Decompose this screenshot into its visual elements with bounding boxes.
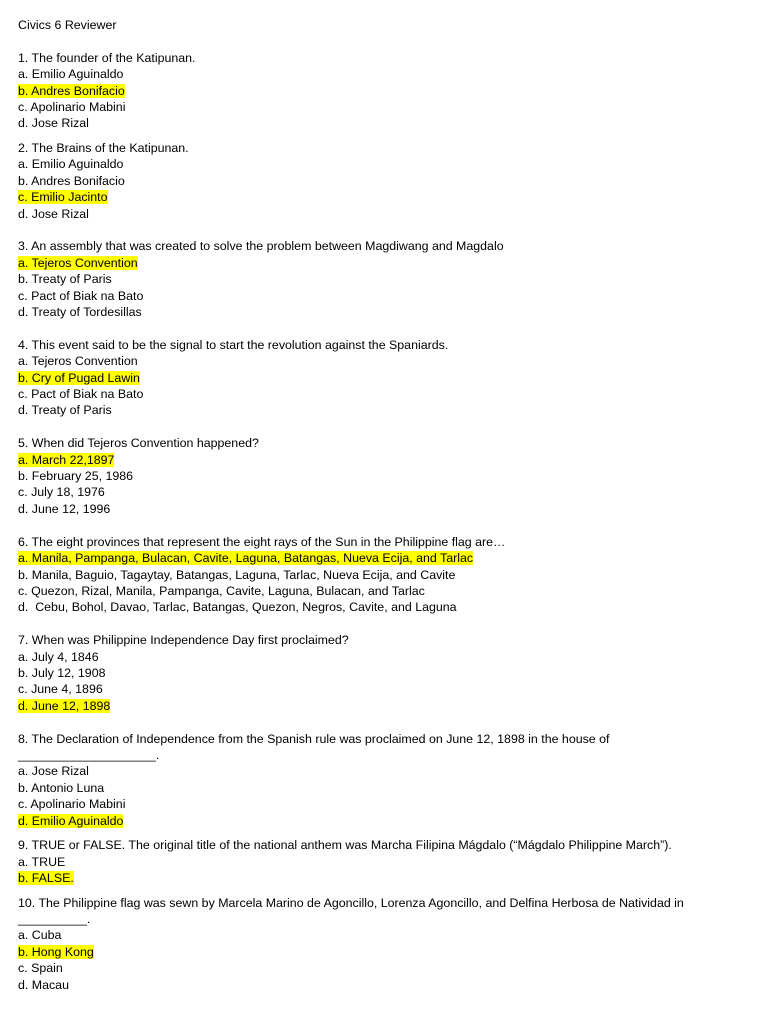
option-text: b. Manila, Baguio, Tagaytay, Batangas, Laguna, Tarlac, Nueva Ecija, and Cavite xyxy=(18,567,456,582)
option-text: a. Emilio Aguinaldo xyxy=(18,157,124,172)
option-text: b. Treaty of Paris xyxy=(18,272,112,287)
option-text: b. Andres Bonifacio xyxy=(18,173,125,188)
option-text: c. Pact of Biak na Bato xyxy=(18,288,144,303)
question-9 xyxy=(18,837,748,886)
question-prompt: 7. When was Philippine Independence Day first proclaimed? xyxy=(18,633,349,648)
option-text: a. Jose Rizal xyxy=(18,764,89,779)
question-prompt: 4. This event said to be the signal to start the revolution against the Spaniards. xyxy=(18,337,449,352)
option-text: d. Jose Rizal xyxy=(18,116,89,131)
answer-option-highlighted: b. FALSE. xyxy=(18,870,74,885)
option-text: a. Cuba xyxy=(18,928,62,943)
question-8 xyxy=(18,731,748,829)
question-prompt-blank: ____________________. xyxy=(18,747,160,762)
option-row xyxy=(18,583,748,599)
option-row xyxy=(18,870,748,886)
option-row xyxy=(18,468,748,484)
option-row xyxy=(18,271,748,287)
answer-option-highlighted: a. March 22,1897 xyxy=(18,452,115,467)
option-row xyxy=(18,484,748,500)
question-prompt: 1. The founder of the Katipunan. xyxy=(18,50,196,65)
option-text: d. Macau xyxy=(18,977,69,992)
option-row xyxy=(18,156,748,172)
option-row xyxy=(18,173,748,189)
question-prompt: 3. An assembly that was created to solve the problem between Magdiwang and Magdalo xyxy=(18,239,504,254)
question-prompt: 8. The Declaration of Independence from the Spanish rule was proclaimed on June 12, 1898 in the house of xyxy=(18,731,610,746)
option-row xyxy=(18,66,748,82)
option-row xyxy=(18,854,748,870)
question-1 xyxy=(18,50,748,132)
option-row xyxy=(18,402,748,418)
option-text: d. Jose Rizal xyxy=(18,206,89,221)
option-row xyxy=(18,698,748,714)
option-row xyxy=(18,452,748,468)
question-prompt: 10. The Philippine flag was sewn by Marcela Marino de Agoncillo, Lorenza Agoncillo, and Delfina Herbosa de Natividad in xyxy=(18,895,684,910)
document-page xyxy=(18,17,748,1009)
option-row xyxy=(18,927,748,943)
answer-option-highlighted: a. Tejeros Convention xyxy=(18,255,138,270)
answer-option-highlighted: b. Cry of Pugad Lawin xyxy=(18,370,140,385)
question-6 xyxy=(18,534,748,616)
option-text: a. Tejeros Convention xyxy=(18,354,138,369)
answer-option-highlighted: a. Manila, Pampanga, Bulacan, Cavite, Laguna, Batangas, Nueva Ecija, and Tarlac xyxy=(18,551,474,566)
question-prompt: 9. TRUE or FALSE. The original title of the national anthem was Marcha Filipina Mágdalo (“Mágdalo Philippine March”). xyxy=(18,838,672,853)
option-text: d. Treaty of Paris xyxy=(18,403,112,418)
option-row xyxy=(18,99,748,115)
option-text: a. TRUE xyxy=(18,854,66,869)
option-row xyxy=(18,288,748,304)
question-3 xyxy=(18,238,748,320)
option-text: b. July 12, 1908 xyxy=(18,665,106,680)
option-text: c. Apolinario Mabini xyxy=(18,797,126,812)
option-row xyxy=(18,189,748,205)
option-row xyxy=(18,370,748,386)
option-row xyxy=(18,681,748,697)
question-10 xyxy=(18,895,748,993)
option-text: c. June 4, 1896 xyxy=(18,682,103,697)
question-7 xyxy=(18,632,748,714)
option-row xyxy=(18,353,748,369)
option-row xyxy=(18,83,748,99)
answer-option-highlighted: d. Emilio Aguinaldo xyxy=(18,813,124,828)
option-text: b. February 25, 1986 xyxy=(18,469,134,484)
option-row xyxy=(18,501,748,517)
question-2 xyxy=(18,140,748,222)
option-text: c. Pact of Biak na Bato xyxy=(18,387,144,402)
question-4 xyxy=(18,337,748,419)
option-text: c. Spain xyxy=(18,961,63,976)
option-row xyxy=(18,977,748,993)
question-prompt: 2. The Brains of the Katipunan. xyxy=(18,141,189,155)
answer-option-highlighted: b. Hong Kong xyxy=(18,944,94,959)
option-row xyxy=(18,796,748,812)
option-text: d. Treaty of Tordesillas xyxy=(18,305,142,320)
option-text: c. Quezon, Rizal, Manila, Pampanga, Cavite, Laguna, Bulacan, and Tarlac xyxy=(18,583,425,598)
answer-option-highlighted: d. June 12, 1898 xyxy=(18,698,111,713)
option-row xyxy=(18,304,748,320)
option-text: d. June 12, 1996 xyxy=(18,501,111,516)
option-row xyxy=(18,599,748,615)
option-row xyxy=(18,255,748,271)
option-row xyxy=(18,665,748,681)
option-row xyxy=(18,944,748,960)
option-row xyxy=(18,206,748,222)
option-text: a. Emilio Aguinaldo xyxy=(18,67,124,82)
answer-option-highlighted: b. Andres Bonifacio xyxy=(18,83,125,98)
question-prompt: 6. The eight provinces that represent the eight rays of the Sun in the Philippine flag are… xyxy=(18,534,506,549)
option-text: c. July 18, 1976 xyxy=(18,485,105,500)
document-title: Civics 6 Reviewer xyxy=(18,18,117,32)
option-row xyxy=(18,386,748,402)
option-row xyxy=(18,550,748,566)
question-prompt-blank: __________. xyxy=(18,911,91,926)
question-prompt: 5. When did Tejeros Convention happened? xyxy=(18,436,259,451)
option-text: a. July 4, 1846 xyxy=(18,649,99,664)
option-row xyxy=(18,960,748,976)
question-list xyxy=(18,50,748,993)
option-row xyxy=(18,813,748,829)
option-text: c. Apolinario Mabini xyxy=(18,100,126,114)
option-row xyxy=(18,567,748,583)
question-5 xyxy=(18,435,748,517)
option-row xyxy=(18,649,748,665)
option-row xyxy=(18,115,748,131)
option-text: b. Antonio Luna xyxy=(18,780,105,795)
option-row xyxy=(18,763,748,779)
option-row xyxy=(18,780,748,796)
option-text: d. Cebu, Bohol, Davao, Tarlac, Batangas, Quezon, Negros, Cavite, and Laguna xyxy=(18,600,457,615)
answer-option-highlighted: c. Emilio Jacinto xyxy=(18,190,108,205)
